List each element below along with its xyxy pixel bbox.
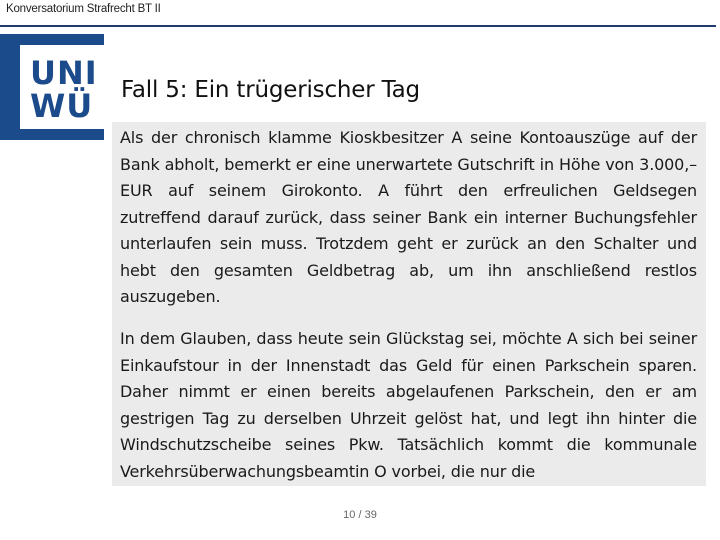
logo-text-line1: UNI <box>30 54 98 92</box>
case-text-box <box>112 122 706 486</box>
course-title: Konversatorium Strafrecht BT II <box>6 3 161 15</box>
logo-text-line2: WÜ <box>30 87 94 125</box>
slide-title: Fall 5: Ein trügerischer Tag <box>121 77 420 103</box>
case-paragraph-1: Als der chronisch klamme Kioskbesitzer A seine Kontoauszüge auf der Bank abholt, bemerkt er eine unerwartete Gutschrift in Höhe von 3.000,– EUR auf seinem Girokonto. A führt den erfreulichen Geldsegen zutreffend darauf zurück, dass seiner Bank ein interner Buchungsfehler unterlaufen sein muss. Trotzdem geht er zurück an den Schalter und hebt den gesamten Geldbetrag ab, um ihn anschließend restlos auszugeben. <box>120 128 697 306</box>
university-logo <box>0 34 104 140</box>
page-number: 10 / 39 <box>343 509 377 521</box>
header-divider <box>0 25 716 27</box>
case-paragraph-2: In dem Glauben, dass heute sein Glückstag sei, möchte A sich bei seiner Einkaufstour in der Innenstadt das Geld für einen Parkschein sparen. Daher nimmt er einen bereits abgelaufenen Parkschein, den er am gestrigen Tag zu derselben Uhrzeit gelöst hat, und legt ihn hinter die Windschutzscheibe seines Pkw. Tatsächlich kommt die kommunale Verkehrsüberwachungsbeamtin O vorbei, die nur die <box>120 329 697 481</box>
